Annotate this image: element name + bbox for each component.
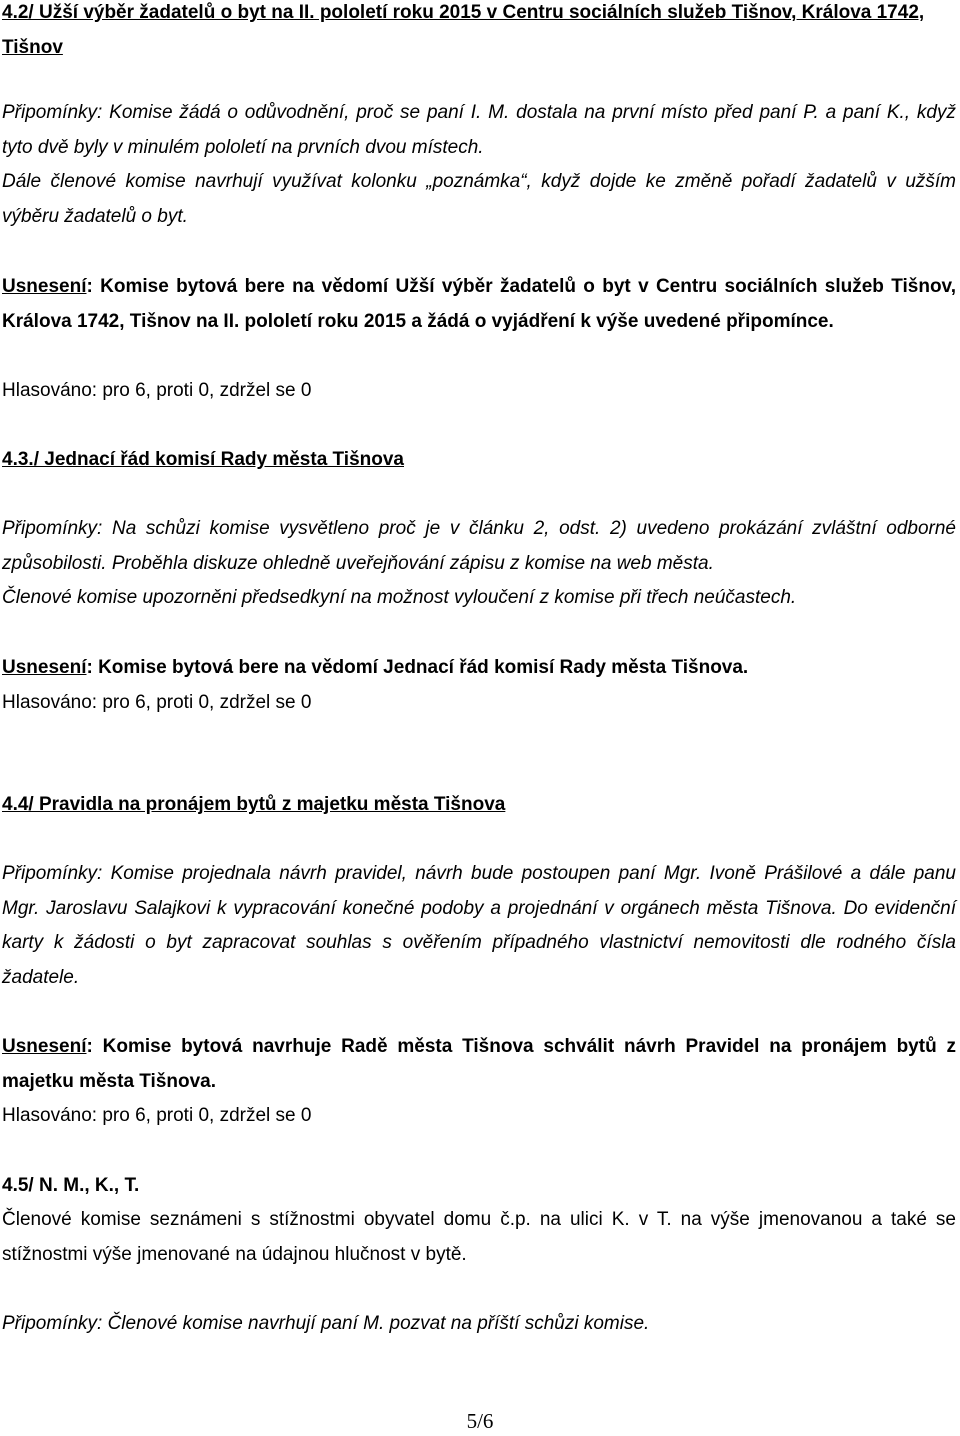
remarks-paragraph: Připomínky: Na schůzi komise vysvětleno proč je v článku 2, odst. 2) uvedeno prokázání zvláštní odborné způsobilosti. Proběhla diskuze ohledně uveřejňování zápisu z komise na web města.: [2, 518, 956, 574]
section-heading-4-4: 4.4/ Pravidla na pronájem bytů z majetku města Tišnova: [2, 794, 506, 815]
remarks-paragraph: Členové komise upozorněni předsedkyní na možnost vyloučení z komise při třech neúčastech.: [2, 587, 797, 608]
section-heading-4-3: 4.3./ Jednací řád komisí Rady města Tišnova: [2, 449, 404, 470]
remarks-paragraph: Připomínky: Členové komise navrhují paní M. pozvat na příští schůzi komise.: [2, 1313, 650, 1334]
vote-result: Hlasováno: pro 6, proti 0, zdržel se 0: [2, 380, 312, 401]
resolution-paragraph: [2, 651, 956, 686]
section-text: Členové komise seznámeni s stížnostmi obyvatel domu č.p. na ulici K. v T. na výše jmenovanou a také se stížnostmi výše jmenované na údajnou hlučnost v bytě.: [2, 1209, 956, 1265]
resolution-label: Usnesení: [2, 276, 87, 297]
remarks-paragraph: Připomínky: Komise projednala návrh pravidel, návrh bude postoupen paní Mgr. Ivoně Prášilové a dále panu Mgr. Jaroslavu Salajkovi k vypracování konečné podoby a projednání v orgánech města Tišnova. Do evidenční karty k žádosti o byt zapracovat souhlas s ověřením případného vlastnictví nemovitosti dle rodného čísla žadatele.: [2, 863, 956, 988]
section-heading-4-5: 4.5/ N. M., K., T.: [2, 1175, 140, 1196]
resolution-label: Usnesení: [2, 1036, 87, 1057]
resolution-text: : Komise bytová bere na vědomí Jednací řád komisí Rady města Tišnova.: [86, 657, 749, 678]
section-heading-4-2: 4.2/ Užší výběr žadatelů o byt na II. pololetí roku 2015 v Centru sociálních služeb Tišnov, Králova 1742, Tišnov: [2, 2, 925, 58]
resolution-text: : Komise bytová bere na vědomí Užší výběr žadatelů o byt v Centru sociálních služeb Tišnov, Králova 1742, Tišnov na II. pololetí roku 2015 a žádá o vyjádření k výše uvedené připomínce.: [2, 276, 956, 332]
resolution-label: Usnesení: [2, 657, 87, 678]
resolution-paragraph: [2, 270, 956, 339]
resolution-text: : Komise bytová navrhuje Radě města Tišnova schválit návrh Pravidel na pronájem bytů z majetku města Tišnova.: [2, 1036, 956, 1092]
page-number: 5/6: [466, 1409, 494, 1433]
vote-result: Hlasováno: pro 6, proti 0, zdržel se 0: [2, 692, 312, 713]
remarks-paragraph: Dále členové komise navrhují využívat kolonku „poznámka“, když dojde ke změně pořadí žadatelů v užším výběru žadatelů o byt.: [2, 171, 956, 227]
resolution-paragraph: [2, 1030, 956, 1099]
vote-result: Hlasováno: pro 6, proti 0, zdržel se 0: [2, 1105, 312, 1126]
remarks-paragraph: Připomínky: Komise žádá o odůvodnění, proč se paní I. M. dostala na první místo před paní P. a paní K., když tyto dvě byly v minulém pololetí na prvních dvou místech.: [2, 102, 956, 158]
